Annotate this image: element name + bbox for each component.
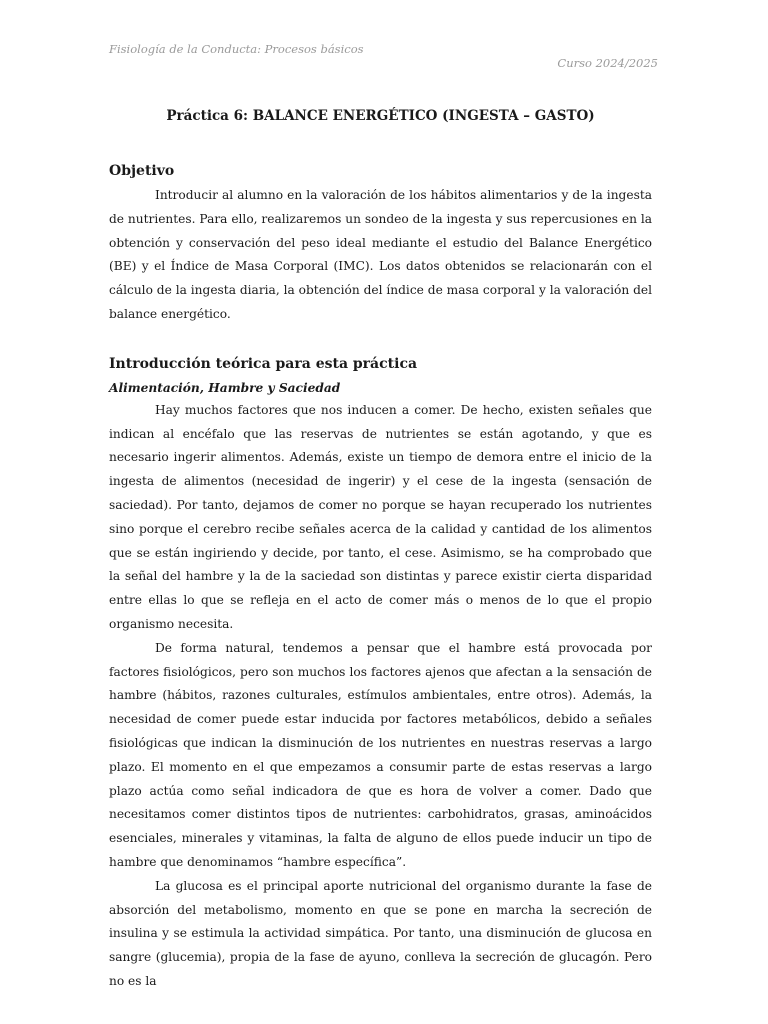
running-header-course: Fisiología de la Conducta: Procesos básicos <box>109 42 364 56</box>
objective-heading: Objetivo <box>109 163 175 179</box>
intro-paragraph-3: La glucosa es el principal aporte nutricional del organismo durante la fase de absorción del metabolismo, momento en que se pone en marcha la secreción de insulina y se estimula la actividad simpática. Por tanto, una disminución de glucosa en sangre (glucemia), propia de la fase de ayuno, conlleva la secreción de glucagón. Pero no es la <box>109 878 652 988</box>
objective-paragraph: Introducir al alumno en la valoración de los hábitos alimentarios y de la ingesta de nutrientes. Para ello, realizaremos un sondeo de la ingesta y sus repercusiones en la obtención y conservación del peso ideal mediante el estudio del Balance Energético (BE) y el Índice de Masa Corporal (IMC). Los datos obtenidos se relacionarán con el cálculo de la ingesta diaria, la obtención del índice de masa corporal y la valoración del balance energético. <box>109 188 652 321</box>
document-body <box>109 104 652 994</box>
introduction-subheading: Alimentación, Hambre y Saciedad <box>109 380 341 395</box>
running-header-year: Curso 2024/2025 <box>557 56 658 70</box>
document-title: Práctica 6: BALANCE ENERGÉTICO (INGESTA – GASTO) <box>166 108 595 124</box>
introduction-heading: Introducción teórica para esta práctica <box>109 355 418 372</box>
intro-paragraph-1: Hay muchos factores que nos inducen a comer. De hecho, existen señales que indican al encéfalo que las reservas de nutrientes se están agotando, y que es necesario ingerir alimentos. Además, existe un tiempo de demora entre el inicio de la ingesta de alimentos (necesidad de ingerir) y el cese de la ingesta (sensación de saciedad). Por tanto, dejamos de comer no porque se hayan recuperado los nutrientes sino porque el cerebro recibe señales acerca de la calidad y cantidad de los alimentos que se están ingiriendo y decide, por tanto, el cese. Asimismo, se ha comprobado que la señal del hambre y la de la saciedad son distintas y parece existir cierta disparidad entre ellas lo que se refleja en el acto de comer más o menos de lo que el propio organismo necesita. <box>109 402 652 631</box>
intro-paragraph-2: De forma natural, tendemos a pensar que el hambre está provocada por factores fisiológicos, pero son muchos los factores ajenos que afectan a la sensación de hambre (hábitos, razones culturales, estímulos ambientales, entre otros). Además, la necesidad de comer puede estar inducida por factores metabólicos, debido a señales fisiológicas que indican la disminución de los nutrientes en nuestras reservas a largo plazo. El momento en el que empezamos a consumir parte de estas reservas a largo plazo actúa como señal indicadora de que es hora de volver a comer. Dado que necesitamos comer distintos tipos de nutrientes: carbohidratos, grasas, aminoácidos esenciales, minerales y vitaminas, la falta de alguno de ellos puede inducir un tipo de hambre que denominamos “hambre específica”. <box>109 640 652 869</box>
